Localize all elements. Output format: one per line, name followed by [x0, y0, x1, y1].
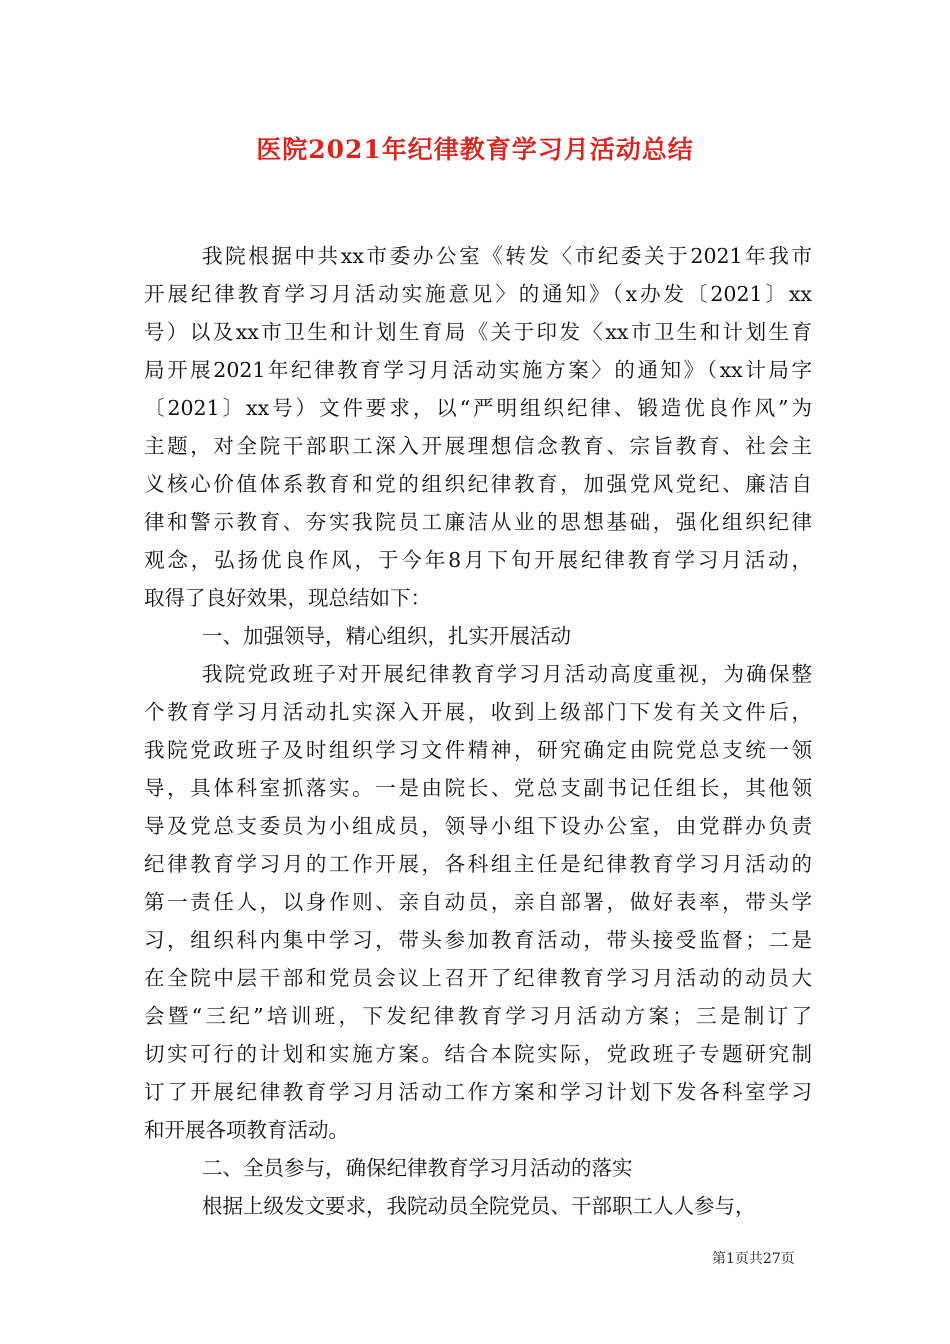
paragraph-line: 个教育学习月活动扎实深入开展，收到上级部门下发有关文件后，	[144, 700, 812, 724]
document-body	[144, 237, 812, 1225]
paragraph-line: 主题，对全院干部职工深入开展理想信念教育、宗旨教育、社会主	[144, 434, 812, 458]
paragraph-line: 订了开展纪律教育学习月活动工作方案和学习计划下发各科室学习	[144, 1080, 812, 1104]
paragraph-line: 开展纪律教育学习月活动实施意见〉的通知》（x办发〔2021〕xx	[144, 282, 812, 306]
section-heading: 二、全员参与，确保纪律教育学习月活动的落实	[202, 1156, 633, 1180]
paragraph-line: 习，组织科内集中学习，带头参加教育活动，带头接受监督；二是	[144, 928, 812, 952]
paragraph-line: 我院根据中共xx市委办公室《转发〈市纪委关于2021年我市	[202, 244, 812, 268]
paragraph-line: 我院党政班子对开展纪律教育学习月活动高度重视，为确保整	[202, 662, 812, 686]
paragraph-line: 〔2021〕xx号）文件要求，以“严明组织纪律、锻造优良作风”为	[144, 396, 812, 420]
paragraph-line: 观念，弘扬优良作风，于今年8月下旬开展纪律教育学习月活动，	[144, 548, 812, 572]
paragraph-line: 根据上级发文要求，我院动员全院党员、干部职工人人参与，	[202, 1194, 756, 1218]
paragraph-line: 导，具体科室抓落实。一是由院长、党总支副书记任组长，其他领	[144, 776, 812, 800]
paragraph-line: 纪律教育学习月的工作开展，各科组主任是纪律教育学习月活动的	[144, 852, 812, 876]
paragraph-line: 在全院中层干部和党员会议上召开了纪律教育学习月活动的动员大	[144, 966, 812, 990]
page-number: 第1页共27页	[712, 1251, 795, 1267]
document-title: 医院2021年纪律教育学习月活动总结	[256, 135, 694, 164]
paragraph-line: 导及党总支委员为小组成员，领导小组下设办公室，由党群办负责	[144, 814, 812, 838]
paragraph-line: 律和警示教育、夯实我院员工廉洁从业的思想基础，强化组织纪律	[144, 510, 812, 534]
paragraph-line: 切实可行的计划和实施方案。结合本院实际，党政班子专题研究制	[144, 1042, 812, 1066]
paragraph-line: 我院党政班子及时组织学习文件精神，研究确定由院党总支统一领	[144, 738, 812, 762]
paragraph-line: 第一责任人，以身作则、亲自动员，亲自部署，做好表率，带头学	[144, 890, 812, 914]
paragraph-line: 局开展2021年纪律教育学习月活动实施方案〉的通知》（xx计局字	[144, 358, 812, 382]
paragraph-line: 取得了良好效果，现总结如下：	[144, 586, 431, 610]
paragraph-line: 号）以及xx市卫生和计划生育局《关于印发〈xx市卫生和计划生育	[144, 320, 812, 344]
paragraph-line: 会暨“三纪”培训班，下发纪律教育学习月活动方案；三是制订了	[144, 1004, 812, 1028]
paragraph-line: 义核心价值体系教育和党的组织纪律教育，加强党风党纪、廉洁自	[144, 472, 812, 496]
paragraph-line: 和开展各项教育活动。	[144, 1118, 349, 1142]
section-heading: 一、加强领导，精心组织，扎实开展活动	[202, 624, 571, 648]
